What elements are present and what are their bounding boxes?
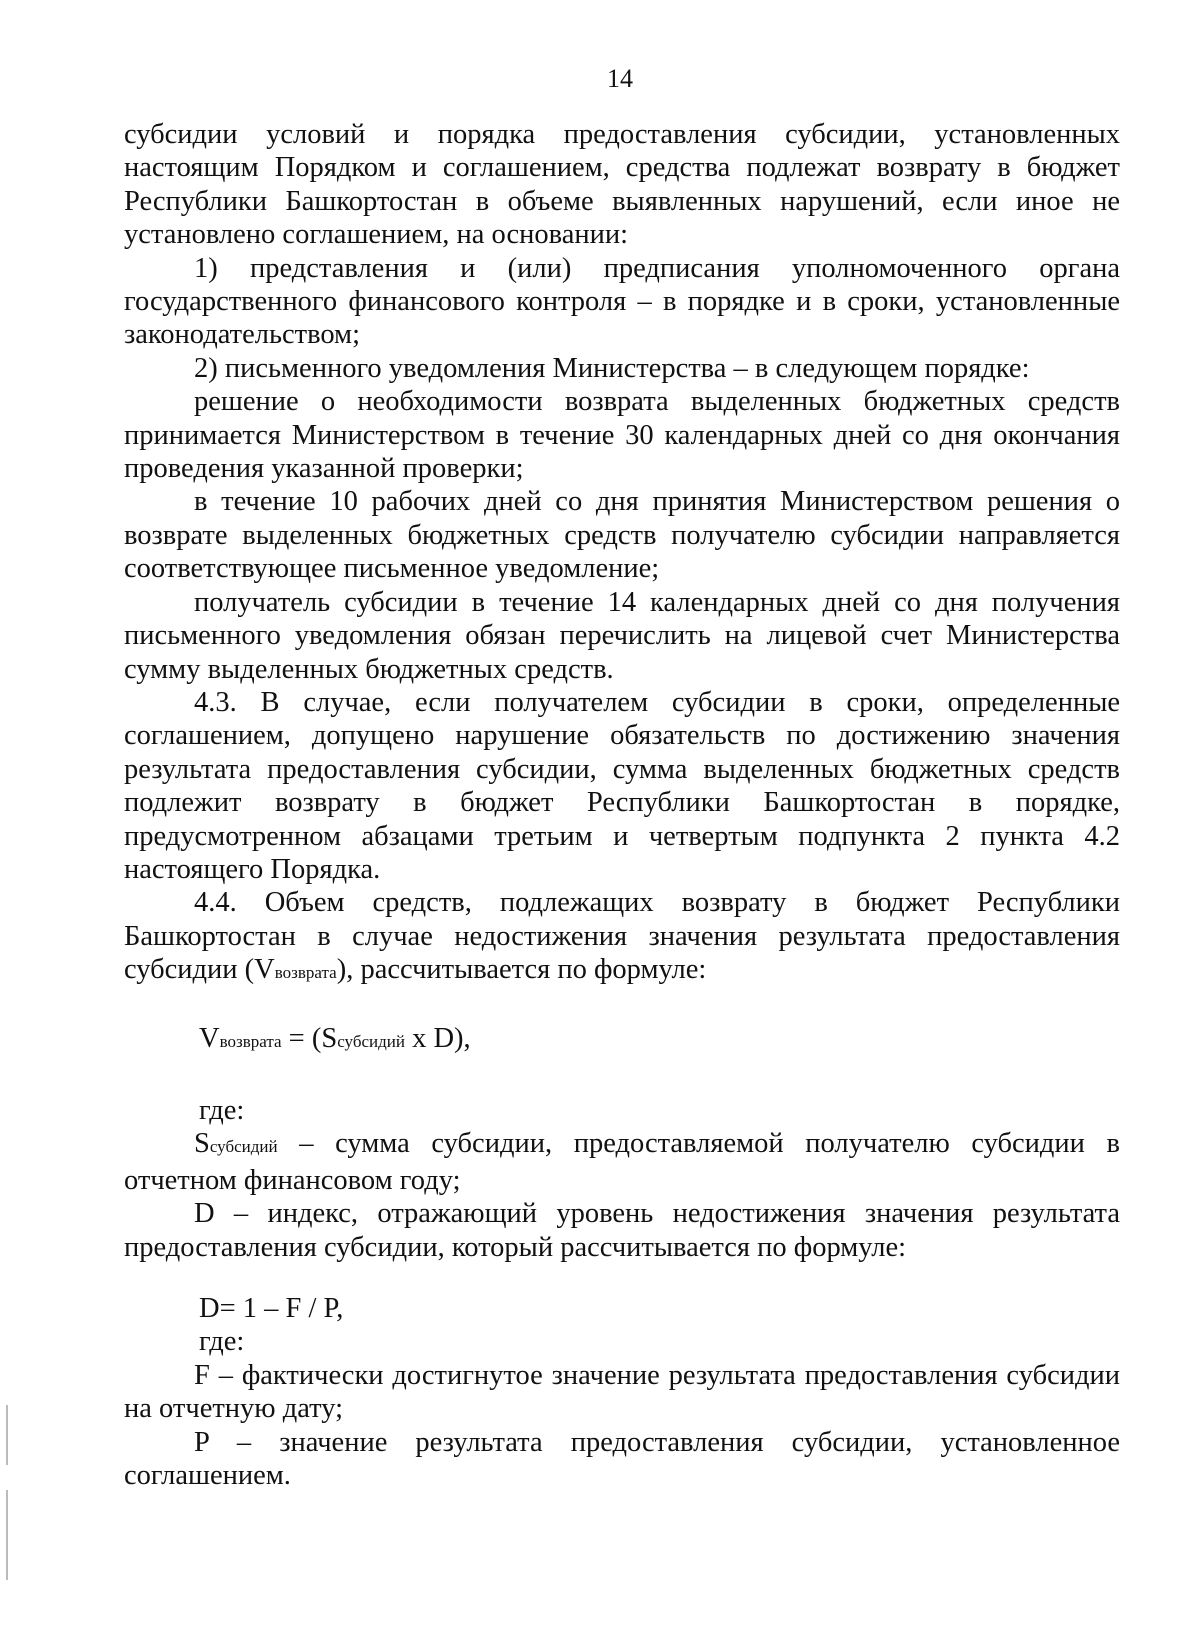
paragraph-4-4-text-before: 4.4. Объем средств, подлежащих возврату в бюджет Республики Башкортостан в случае недостижения значения результата предоставления субсидии (V: [124, 887, 1120, 986]
scan-edge-mark: [6, 1405, 8, 1465]
formula-s-subscript: субсидий: [337, 1031, 405, 1051]
paragraph-continuation: субсидии условий и порядка предоставления субсидии, установленных настоящим Порядком и соглашением, средства подлежат возврату в бюджет Республики Башкортостан в объеме выявленных нарушений, если иное не установлено соглашением, на основании:: [124, 119, 1120, 251]
paragraph-notification: в течение 10 рабочих дней со дня принятия Министерством решения о возврате выделенных бюджетных средств получателю субсидии направляется соответствующее письменное уведомление;: [124, 486, 1120, 585]
definition-d: D – индекс, отражающий уровень недостижения значения результата предоставления субсидии, который рассчитывается по формуле:: [124, 1198, 1120, 1263]
definition-s-subscript: субсидий: [209, 1137, 278, 1157]
paragraph-4-4-text-after: ), рассчитывается по формуле:: [336, 954, 707, 986]
formula-v: V: [199, 1022, 220, 1054]
page-number: 14: [607, 64, 633, 93]
scan-edge-mark: [6, 1490, 8, 1580]
paragraph-item-2: 2) письменного уведомления Министерства – в следующем порядке:: [194, 352, 1030, 384]
definition-s: [124, 1127, 1120, 1197]
formula-refund-volume: [199, 1022, 1120, 1058]
paragraph-recipient-obligation: получатель субсидии в течение 14 календарных дней со дня получения письменного уведомления обязан перечислить на лицевой счет Министерства сумму выделенных бюджетных средств.: [124, 586, 1120, 685]
formula-d-index: D= 1 – F / P,: [199, 1293, 344, 1324]
where-label-2: где:: [199, 1326, 245, 1358]
paragraph-4-4: [124, 886, 1120, 989]
formula-equals-s: = (S: [281, 1022, 338, 1054]
formula-rest: x D),: [404, 1022, 471, 1054]
paragraph-4-3: 4.3. В случае, если получателем субсидии в сроки, определенные соглашением, допущено нарушение обязательств по достижению значения результата предоставления субсидии, сумма выделенных бюджетных средств подлежит возврату в бюджет Республики Башкортостан в порядке, предусмотренном абзацами третьим и четвертым подпункта 2 пункта 4.2 настоящего Порядка.: [124, 686, 1120, 885]
paragraph-4-4-subscript: возврата: [274, 963, 337, 983]
document-body: [124, 118, 1120, 1492]
definition-f: F – фактически достигнутое значение результата предоставления субсидии на отчетную дату;: [124, 1359, 1120, 1425]
definition-s-symbol: S: [194, 1128, 210, 1160]
where-label-1: где:: [199, 1094, 245, 1126]
formula-v-subscript: возврата: [219, 1031, 282, 1051]
definition-s-text: – сумма субсидии, предоставляемой получателю субсидии в отчетном финансовом году;: [124, 1128, 1120, 1196]
definition-p: P – значение результата предоставления субсидии, установленное соглашением.: [124, 1426, 1120, 1492]
paragraph-decision: решение о необходимости возврата выделенных бюджетных средств принимается Министерством в течение 30 календарных дней со дня окончания проведения указанной проверки;: [124, 386, 1120, 485]
paragraph-item-1: 1) представления и (или) предписания уполномоченного органа государственного финансового контроля – в порядке и в сроки, установленные законодательством;: [124, 252, 1120, 351]
